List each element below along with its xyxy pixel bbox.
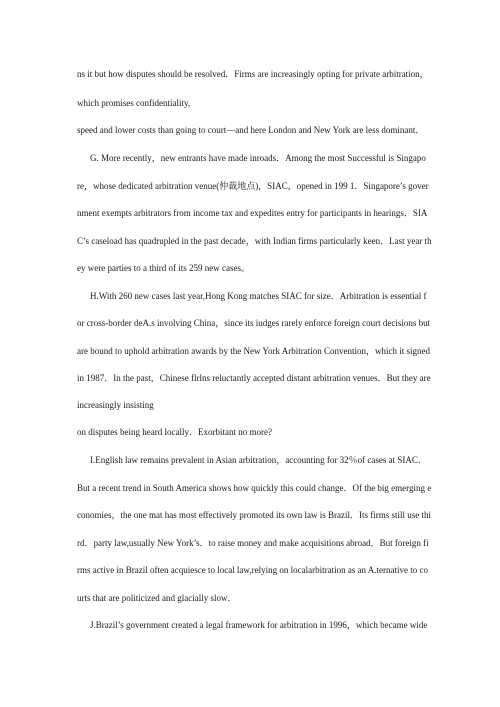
text-line: ey were parties to a third of its 259 new cases。 <box>77 263 250 273</box>
text-line: rd．party law,usually New York’s．to raise money and make acquisitions abroad．But foreign fi <box>77 538 429 548</box>
text-line: nment exempts arbitrators from income tax and expedites entry for participants in hearings．SIA <box>77 208 428 218</box>
text-line: speed and lower costs than going to court—and here London and New York are less dominant． <box>77 125 425 135</box>
text-line: ns it but how disputes should be resolved．Firms are increasingly opting for private arbitration， <box>77 69 429 79</box>
text-line: or cross-border deA.s involving China，since its iudges rarely enforce foreign court decisions but <box>77 318 431 328</box>
text-line: conomies，the one mat has most effectively promoted its own law is Brazil．Its firms still use thi <box>77 510 432 520</box>
paragraph-j-start: J.Brazil’s government created a legal framework for arbitration in 1996，which became wide <box>90 620 428 630</box>
text-line: re，whose dedicated arbitration venue(仲裁地点)，SIAC，opened in 199 1．Singapore’s gover <box>77 181 429 191</box>
paragraph-g-start: G. More recently，new entrants have made inroads．Among the most Successful is Singapo <box>90 153 426 163</box>
paragraph-i-start: I.English law remains prevalent in Asian arbitration，accounting for 32％of cases at SIAC． <box>90 455 427 465</box>
text-line: in 1987．In the past，Chinese flrlns reluctantly accepted distant arbitration venues．But they are <box>77 373 431 383</box>
text-line: rms active in Brazil often acquiesce to local law,relying on localarbitration as an A.ternative to co <box>77 565 429 575</box>
text-line: increasingly insisting <box>77 400 154 410</box>
text-line: C’s caseload has quadrupled in the past decade，with Indian firms particularly keen．Last year th <box>77 236 432 246</box>
paragraph-h-start: H.With 260 new cases last year,Hong Kong matches SIAC for size．Arbitration is essential f <box>90 291 427 301</box>
text-line: are bound to uphold arbitration awards by the New York Arbitration Convention，which it signed <box>77 346 430 356</box>
text-line: urts that are politicized and glacially slow． <box>77 593 237 603</box>
text-line: But a recent trend in South America shows how quickly this could change．Of the big emerging e <box>77 483 432 493</box>
text-line: on disputes being heard locally．Exorbitant no more? <box>77 427 272 437</box>
text-line: which promises confidentiality, <box>77 98 191 108</box>
